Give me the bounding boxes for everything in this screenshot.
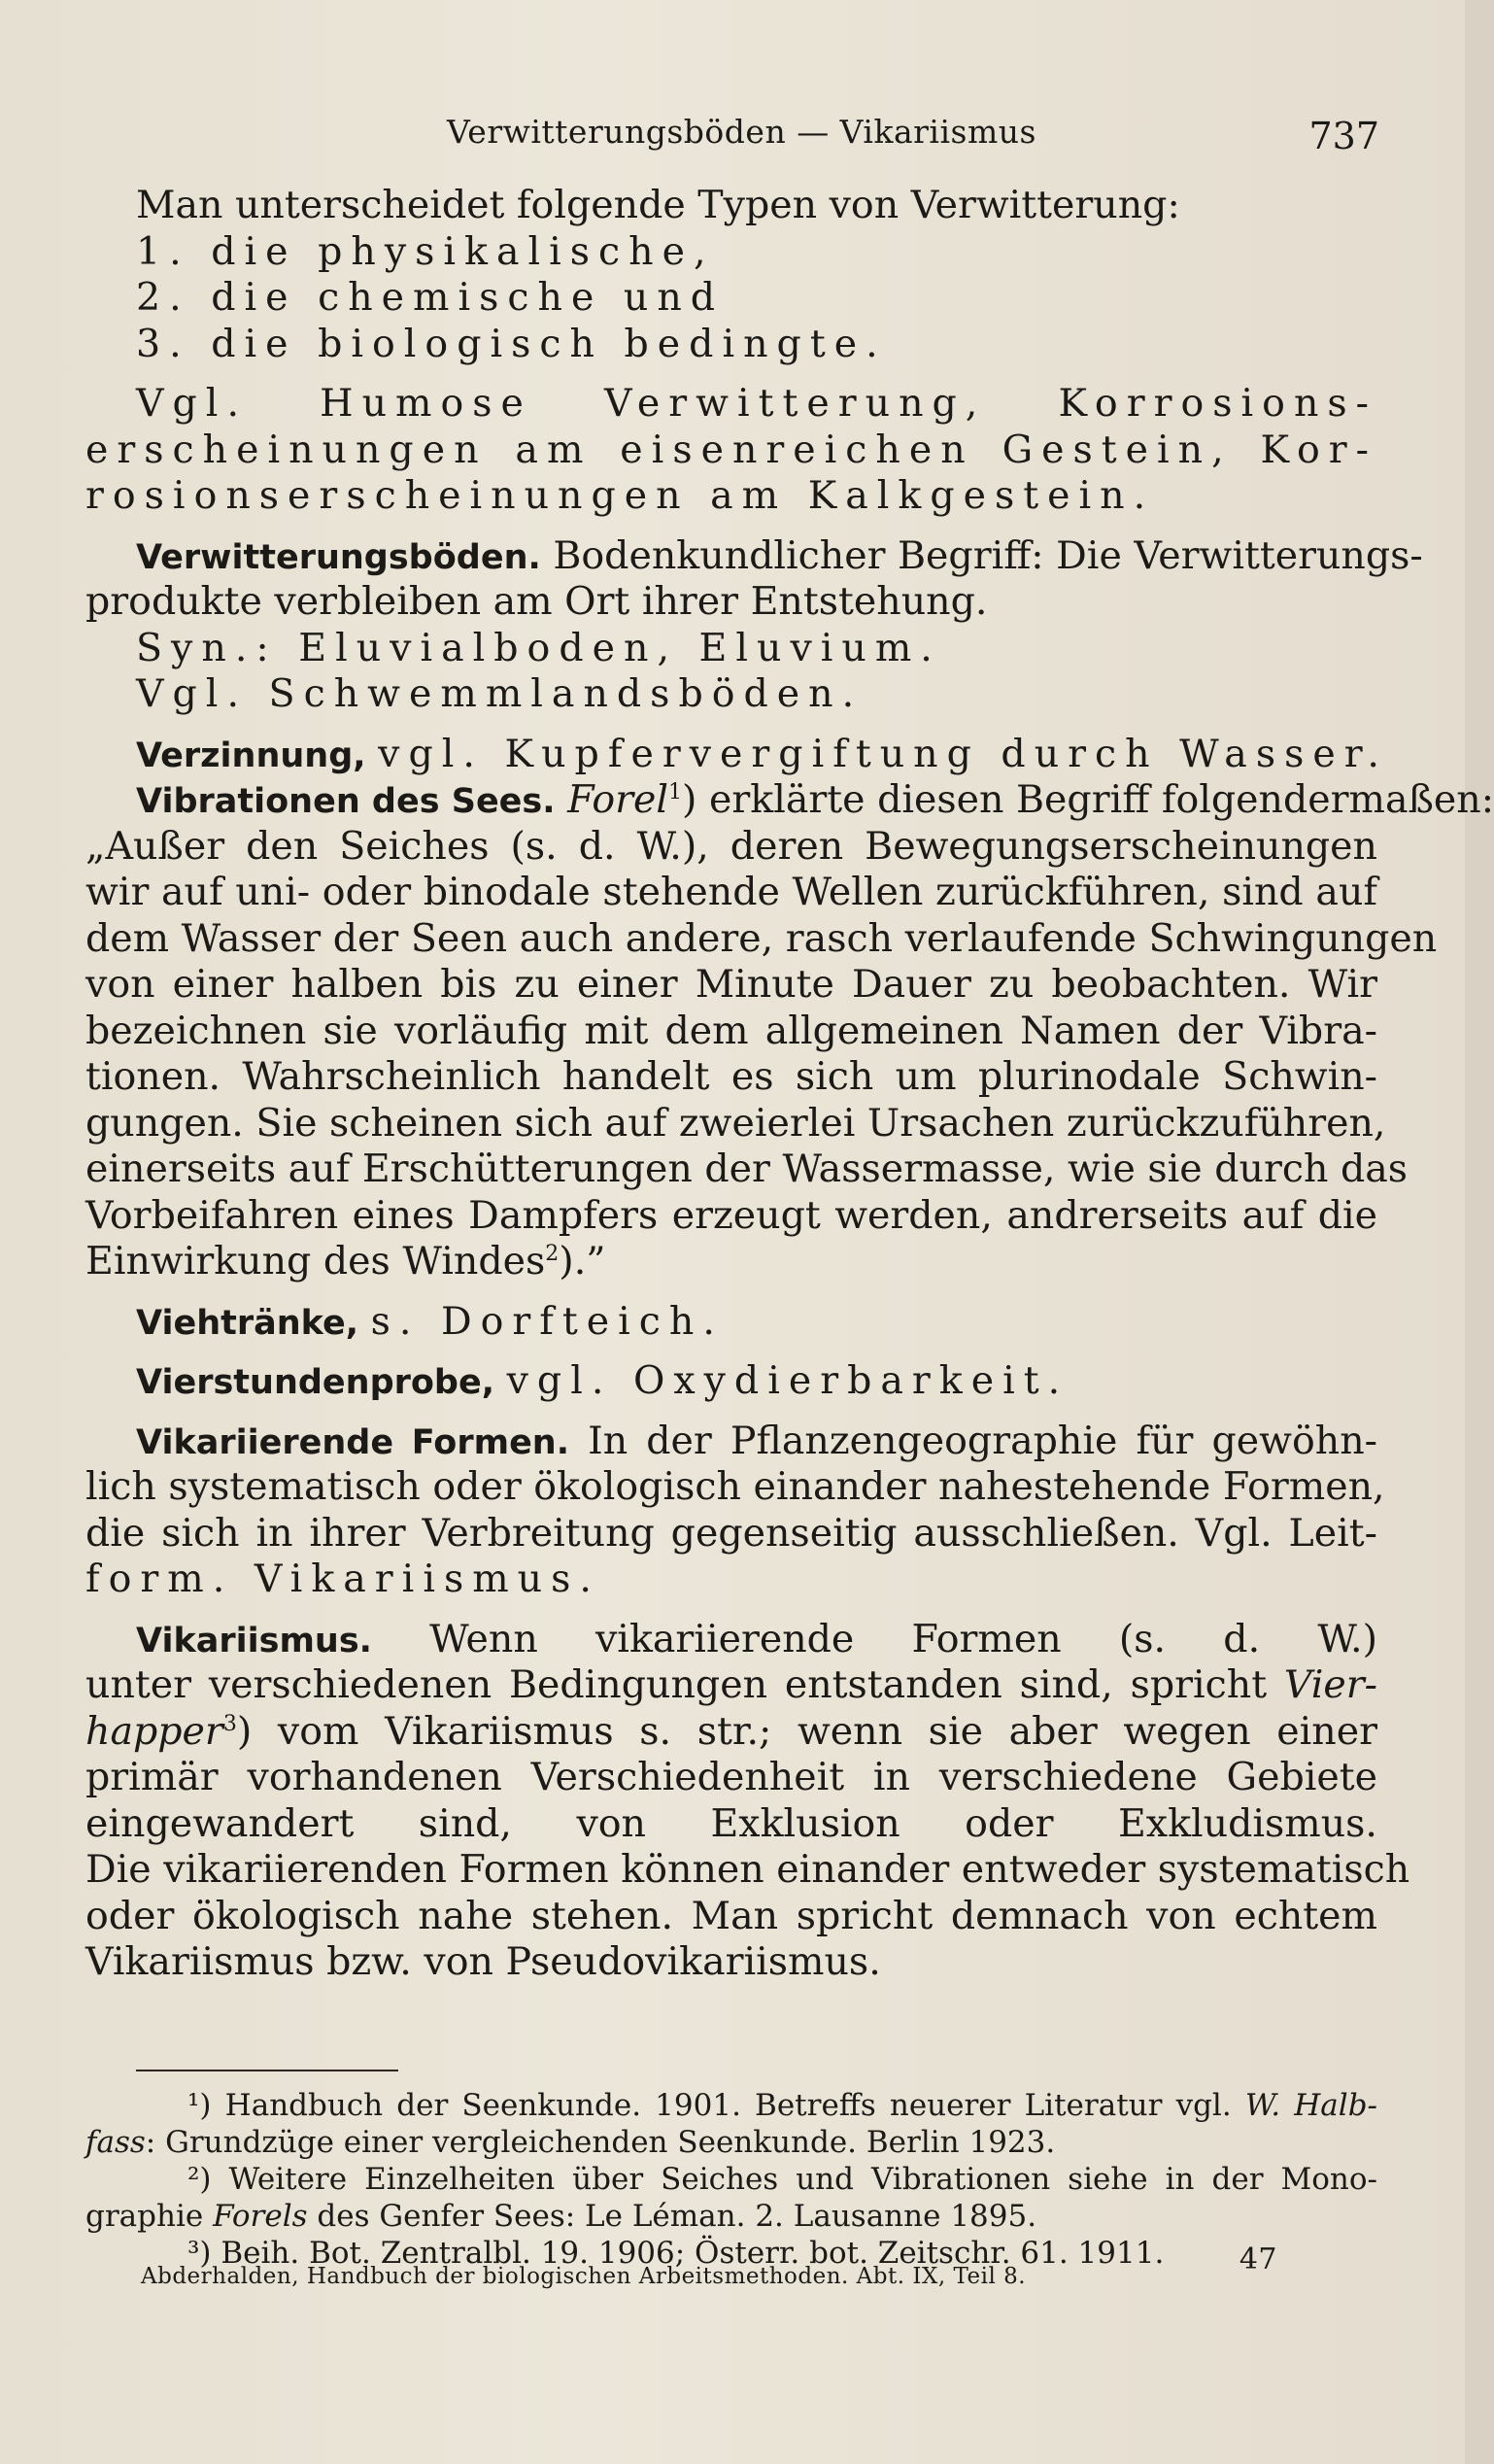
vgl-line: Vgl. Schwemmlandsböden. xyxy=(136,671,864,716)
entry-line xyxy=(85,1419,1377,1465)
entry-line: die sich in ihrer Verbreitung gegenseitig ausschließen. Vgl. Leit- xyxy=(85,1510,1377,1556)
entry-line: primär vorhandenen Verschiedenheit in verschiedene Gebiete xyxy=(85,1755,1377,1799)
footnotes xyxy=(85,2087,1377,2272)
entry-vierstundenprobe xyxy=(85,1358,1377,1405)
entry-line xyxy=(85,532,1423,580)
entry-line: „Außer den Seiches (s. d. W.), deren Bewegungserscheinungen xyxy=(85,823,1377,869)
list-item: 2. die chemische und xyxy=(136,275,725,320)
entry-text: Wenn vikariierende Formen (s. d. W.) xyxy=(429,1616,1377,1661)
author-name: Vier- xyxy=(1283,1662,1377,1707)
footnote-1 xyxy=(85,2087,1377,2124)
footnote-marker: ³) xyxy=(187,2236,212,2271)
entry-line xyxy=(85,1662,1377,1709)
footnote-2 xyxy=(85,2161,1377,2198)
vgl-line: erscheinungen am eisenreichen Gestein, Kor- xyxy=(85,427,1377,472)
entry-text: ) vom Vikariismus s. str.; wenn sie aber wegen einer xyxy=(236,1708,1377,1754)
main-text xyxy=(85,183,1494,1986)
footnote-marker: ²) xyxy=(187,2162,212,2197)
entry-text: vgl. Oxydierbarkeit. xyxy=(506,1358,1070,1403)
footnote-1-cont xyxy=(85,2124,1377,2161)
entry-text: ) erklärte diesen Begriff folgendermaßen: xyxy=(682,777,1494,822)
entry-line: lich systematisch oder ökologisch einander nahestehende Formen, xyxy=(85,1464,1385,1509)
entry-text: vgl. Kupfervergiftung durch Wasser. xyxy=(378,731,1388,776)
entry-line xyxy=(85,777,1494,824)
entry-line: von einer halben bis zu einer Minute Dauer zu beobachten. Wir xyxy=(85,962,1377,1007)
running-title: Verwitterungsböden — Vikariismus xyxy=(447,113,1036,151)
author-name: Forel xyxy=(567,777,669,822)
footnote-2-cont xyxy=(85,2198,1377,2235)
entry-term: Verwitterungsböden. xyxy=(136,537,541,577)
entry-term: Vikariierende Formen. xyxy=(136,1422,570,1462)
entry-verzinnung xyxy=(85,731,1388,778)
entry-line: produkte verbleiben am Ort ihrer Entstehung. xyxy=(85,579,988,624)
author-name: W. Halb- xyxy=(1244,2088,1378,2123)
entry-line: dem Wasser der Seen auch andere, rasch verlaufende Schwingungen xyxy=(85,915,1438,961)
entry-line: oder ökologisch nahe stehen. Man spricht demnach von echtem xyxy=(85,1893,1377,1938)
entry-line xyxy=(85,731,1388,778)
entry-term: Vibrationen des Sees. xyxy=(136,782,556,821)
list-item: 1. die physikalische, xyxy=(136,228,715,274)
entry-text: Einwirkung des Windes xyxy=(85,1239,546,1283)
entry-line xyxy=(85,1709,1377,1756)
entry-vikariierende-formen xyxy=(85,1418,1385,1603)
footnote-text: : Grundzüge einer vergleichenden Seenkunde. Berlin 1923. xyxy=(145,2125,1056,2160)
entry-term: Vikariismus. xyxy=(136,1621,372,1660)
page-header xyxy=(87,105,1379,163)
entry-line xyxy=(85,1239,1377,1285)
entry-line xyxy=(85,1358,1377,1405)
entry-term: Verzinnung, xyxy=(136,736,366,775)
footnote-text: graphie xyxy=(85,2199,204,2234)
entry-term: Viehtränke, xyxy=(136,1303,359,1343)
author-name: Forels xyxy=(213,2199,308,2234)
entry-text: Bodenkundlicher Begriff: Die Verwitterungs- xyxy=(553,532,1423,578)
entry-line: bezeichnen sie vorläufig mit dem allgemeinen Namen der Vibra- xyxy=(85,1008,1377,1053)
footnote-text: Beih. Bot. Zentralbl. 19. 1906; Österr. bot. Zeitschr. 61. 1911. xyxy=(221,2236,1165,2271)
footnote-ref: 1 xyxy=(668,779,683,804)
entry-line: eingewandert sind, von Exklusion oder Exkludismus. xyxy=(85,1800,1377,1846)
author-name: happer xyxy=(85,1708,223,1754)
entry-term: Vierstundenprobe, xyxy=(136,1363,495,1402)
vgl-line: Vgl. Humose Verwitterung, Korrosions- xyxy=(136,381,1377,426)
verwitterung-intro: Man unterscheidet folgende Typen von Verwitterung: xyxy=(136,183,1180,227)
footnote-rule xyxy=(136,2070,398,2071)
entry-line: form. Vikariismus. xyxy=(85,1557,600,1601)
entry-text: s. Dorfteich. xyxy=(370,1298,724,1344)
footnote-text: Weitere Einzelheiten über Seiches und Vibrationen siehe in der Mono- xyxy=(228,2162,1378,2197)
entry-line xyxy=(85,1617,1377,1663)
entry-line: wir auf uni- oder binodale stehende Wellen zurückführen, sind auf xyxy=(85,870,1377,914)
footnote-text: des Genfer Sees: Le Léman. 2. Lausanne 1895. xyxy=(317,2199,1037,2234)
entry-line xyxy=(85,1299,1377,1346)
entry-line: Vikariismus bzw. von Pseudovikariismus. xyxy=(85,1939,881,1984)
footnote-ref: 2 xyxy=(545,1241,560,1266)
entry-line: Vorbeifahren eines Dampfers erzeugt werden, andrerseits auf die xyxy=(85,1192,1377,1238)
entry-line: einerseits auf Erschütterungen der Wassermasse, wie sie durch das xyxy=(85,1146,1409,1191)
entry-line: Die vikariierenden Formen können einander entweder systematisch xyxy=(85,1847,1410,1892)
signature-text: Abderhalden, Handbuch der biologischen Arbeitsmethoden. Abt. IX, Teil 8. xyxy=(141,2264,1027,2289)
footnote-marker: ¹) xyxy=(187,2088,212,2123)
entry-viehtraenke xyxy=(85,1299,1377,1346)
entry-verwitterungsboeden xyxy=(85,532,1423,718)
entry-vibrationen xyxy=(85,777,1494,1285)
entry-text: unter verschiedenen Bedingungen entstanden sind, spricht xyxy=(85,1662,1268,1707)
entry-line: tionen. Wahrscheinlich handelt es sich um plurinodale Schwin- xyxy=(85,1054,1377,1099)
sheet-number: 47 xyxy=(1239,2242,1277,2276)
list-item: 3. die biologisch bedingte. xyxy=(136,321,887,366)
vgl-block xyxy=(85,381,1377,520)
entry-text: In der Pflanzengeographie für gewöhn- xyxy=(588,1418,1377,1463)
vgl-line: rosionserscheinungen am Kalkgestein. xyxy=(85,473,1155,518)
footnote-text: Handbuch der Seenkunde. 1901. Betreffs neuerer Literatur vgl. xyxy=(224,2088,1232,2123)
page-number: 737 xyxy=(1308,115,1379,157)
footnote-ref: 3 xyxy=(222,1711,237,1736)
entry-text: ).” xyxy=(559,1239,606,1283)
author-name: fass xyxy=(85,2125,146,2160)
entry-line: gungen. Sie scheinen sich auf zweierlei Ursachen zurückzuführen, xyxy=(85,1100,1386,1146)
syn-line: Syn.: Eluvialboden, Eluvium. xyxy=(136,625,941,670)
entry-vikariismus xyxy=(85,1616,1410,1986)
